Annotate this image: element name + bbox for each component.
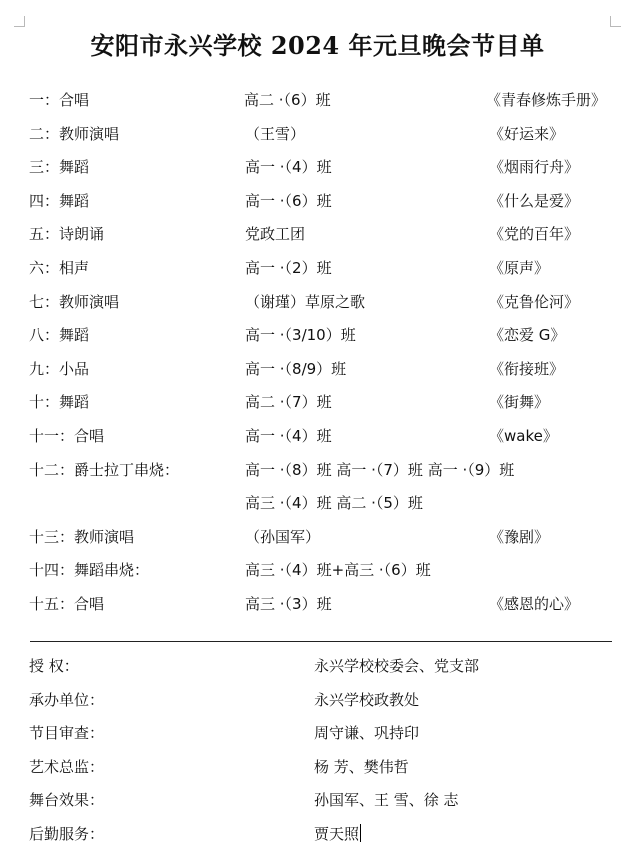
- program-performer: 党政工团: [245, 225, 306, 244]
- program-piece: 《衔接班》: [489, 359, 565, 378]
- program-index: 三：舞蹈: [29, 158, 90, 177]
- program-row: [0, 86, 635, 120]
- program-row: [0, 590, 635, 624]
- program-performer: 高一 ·（8/9）班: [245, 359, 347, 378]
- program-piece: 《克鲁伦河》: [489, 292, 580, 311]
- program-performer: 高三 ·（3）班: [245, 594, 332, 613]
- program-index: 四：舞蹈: [29, 191, 90, 210]
- program-performer: （谢瑾）草原之歌: [245, 292, 366, 311]
- credit-row: [0, 753, 635, 787]
- credit-row: [0, 820, 635, 854]
- credit-label: 授 权：: [29, 657, 79, 675]
- program-piece: 《青春修炼手册》: [486, 91, 607, 109]
- credit-row: [0, 786, 635, 820]
- credit-value: 孙国军、王 雪、徐 志: [314, 791, 459, 810]
- program-performer: 高一 ·（3/10）班: [245, 326, 356, 345]
- credit-row: [0, 719, 635, 753]
- program-piece: 《豫剧》: [489, 527, 550, 546]
- program-row: [0, 321, 635, 355]
- program-row: [0, 120, 635, 154]
- program-index: 二：教师演唱: [29, 124, 120, 143]
- program-performer: 高一 ·（6）班: [245, 191, 332, 210]
- document-title: 安阳市永兴学校 2024 年元旦晚会节目单: [90, 31, 545, 60]
- program-performer: （王雪）: [245, 124, 306, 143]
- text-cursor: [360, 824, 361, 842]
- section-divider: [30, 641, 612, 642]
- program-index: 六：相声: [29, 258, 90, 277]
- program-row: [0, 220, 635, 254]
- program-performer: 高一 ·（4）班: [245, 158, 332, 177]
- program-piece: 《原声》: [489, 258, 550, 277]
- credit-label: 艺术总监：: [29, 757, 105, 776]
- program-index: 八：舞蹈: [29, 326, 90, 345]
- program-row: [0, 456, 635, 490]
- program-row: [0, 556, 635, 590]
- credit-value: 周守谦、巩持印: [314, 724, 420, 743]
- program-piece: 《好运来》: [489, 124, 565, 143]
- program-performer: 高三 ·（4）班 高二 ·（5）班: [245, 494, 423, 513]
- program-performer: 高二 ·（7）班: [245, 393, 332, 412]
- credit-row: [0, 652, 635, 686]
- program-row: [0, 523, 635, 557]
- program-index: 九：小品: [29, 359, 90, 378]
- program-performer: 高一 ·（2）班: [245, 258, 332, 277]
- program-performer: （孙国军）: [245, 527, 321, 546]
- program-piece: 《烟雨行舟》: [489, 158, 580, 177]
- program-row: [0, 288, 635, 322]
- credit-label: 承办单位：: [29, 690, 105, 709]
- program-row: [0, 355, 635, 389]
- program-performer: 高一 ·（8）班 高一 ·（7）班 高一 ·（9）班: [245, 460, 515, 479]
- program-piece: 《wake》: [489, 426, 558, 445]
- program-piece: 《恋爱 G》: [489, 326, 566, 345]
- credits-list: [0, 652, 635, 854]
- program-index: 十四：舞蹈串烧：: [29, 561, 150, 580]
- program-row: [0, 187, 635, 221]
- program-performer: 高一 ·（4）班: [245, 426, 332, 445]
- credit-label: 节目审查：: [29, 724, 105, 743]
- credit-label: 后勤服务：: [29, 824, 105, 843]
- program-index: 一：合唱: [29, 91, 90, 109]
- credit-value-text: 贾天照: [314, 824, 360, 843]
- credit-value: 永兴学校政教处: [314, 690, 420, 709]
- program-piece: 《感恩的心》: [489, 594, 580, 613]
- program-performer: 高二 ·（6）班: [244, 91, 331, 109]
- program-row: [0, 388, 635, 422]
- program-row: [0, 422, 635, 456]
- program-index: 十三：教师演唱: [29, 527, 135, 546]
- credit-row: [0, 686, 635, 720]
- program-index: 七：教师演唱: [29, 292, 120, 311]
- program-piece: 《党的百年》: [489, 225, 580, 244]
- credit-label: 舞台效果：: [29, 791, 105, 810]
- program-row: [0, 153, 635, 187]
- program-piece: 《街舞》: [489, 393, 550, 412]
- program-row-continuation: [0, 489, 635, 523]
- credit-value: 永兴学校校委会、党支部: [314, 657, 480, 675]
- credit-value-editable[interactable]: [314, 820, 361, 848]
- program-piece: 《什么是爱》: [489, 191, 580, 210]
- program-row: [0, 254, 635, 288]
- program-index: 十五：合唱: [29, 594, 105, 613]
- program-index: 五：诗朗诵: [29, 225, 105, 244]
- program-index: 十：舞蹈: [29, 393, 90, 412]
- program-index: 十一：合唱: [29, 426, 105, 445]
- credit-value: 杨 芳、樊伟哲: [314, 757, 409, 776]
- program-performer: 高三 ·（4）班+高三 ·（6）班: [245, 561, 431, 580]
- program-index: 十二：爵士拉丁串烧：: [29, 460, 180, 479]
- program-list: [0, 86, 635, 624]
